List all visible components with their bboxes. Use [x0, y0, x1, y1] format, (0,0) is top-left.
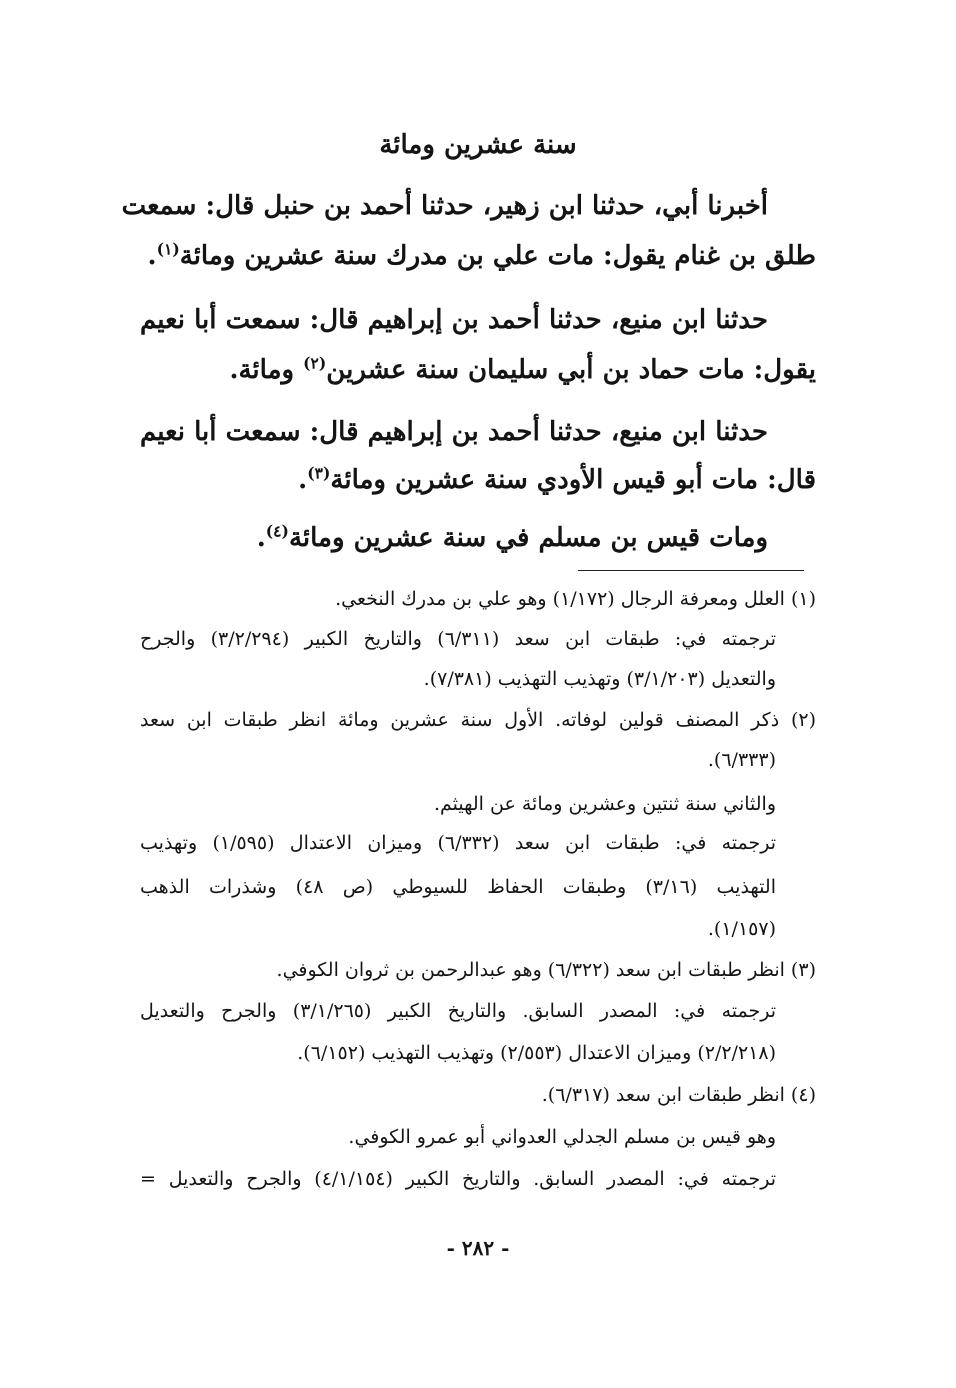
paragraph-3-line-2-text: قال: مات أبو قيس الأودي سنة عشرين ومائة: [330, 465, 816, 495]
section-title: سنة عشرين ومائة: [379, 130, 577, 160]
paragraph-3-end: .: [298, 465, 308, 495]
paragraph-1-end: .: [147, 241, 157, 271]
footnote-3-line-1: (٣) انظر طبقات ابن سعد (٦/٣٢٢) وهو عبدالرحمن بن ثروان الكوفي.: [276, 959, 816, 981]
paragraph-1-line-2: [140, 236, 816, 276]
footnote-ref-3: (٣): [307, 463, 331, 483]
paragraph-1-line-1: [121, 186, 816, 226]
paragraph-2-line-2b-text: ومائة.: [229, 355, 304, 385]
paragraph-4-line-1-text: ومات قيس بن مسلم في سنة عشرين ومائة: [288, 523, 768, 553]
paragraph-2-line-1-text: حدثنا ابن منيع، حدثنا أحمد بن إبراهيم قال: سمعت أبا نعيم: [140, 305, 768, 335]
footnote-1-line-1: (١) العلل ومعرفة الرجال (١/١٧٢) وهو علي بن مدرك النخعي.: [335, 588, 816, 610]
footnote-2-line-6: (١/١٥٧).: [707, 918, 776, 940]
footnote-2-line-3: والثاني سنة ثنتين وعشرين ومائة عن الهيثم.: [433, 793, 776, 815]
footnote-4-line-1: (٤) انظر طبقات ابن سعد (٦/٣١٧).: [541, 1084, 816, 1106]
page-number: - ٢٨٢ -: [446, 1236, 510, 1260]
footnote-ref-1: (١): [156, 239, 180, 259]
footnote-2-line-5: التهذيب (٣/١٦) وطبقات الحفاظ للسيوطي (ص ٤٨) وشذرات الذهب: [140, 876, 776, 898]
paragraph-3-line-1-text: حدثنا ابن منيع، حدثنا أحمد بن إبراهيم قال: سمعت أبا نعيم: [140, 417, 768, 447]
paragraph-4-end: .: [256, 523, 266, 553]
footnote-ref-2: (٢): [303, 353, 327, 373]
paragraph-1-line-1-text: أخبرنا أبي، حدثنا ابن زهير، حدثنا أحمد بن حنبل قال: سمعت: [121, 191, 768, 221]
footnote-ref-4: (٤): [265, 521, 289, 541]
footnote-separator: [578, 570, 804, 571]
paragraph-2-line-2a-text: يقول: مات حماد بن أبي سليمان سنة عشرين: [326, 355, 816, 385]
footnote-2-line-4: ترجمته في: طبقات ابن سعد (٦/٣٣٢) وميزان الاعتدال (١/٥٩٥) وتهذيب: [140, 832, 776, 854]
footnote-3-line-2: ترجمته في: المصدر السابق. والتاريخ الكبير (٣/١/٢٦٥) والجرح والتعديل: [140, 1000, 776, 1022]
paragraph-4-line-1: [140, 518, 816, 558]
footnote-4-line-2: وهو قيس بن مسلم الجدلي العدواني أبو عمرو الكوفي.: [348, 1126, 776, 1148]
footnote-4-line-3: ترجمته في: المصدر السابق. والتاريخ الكبير (٤/١/١٥٤) والجرح والتعديل =: [140, 1168, 776, 1190]
paragraph-1-line-2-text: طلق بن غنام يقول: مات علي بن مدرك سنة عشرين ومائة: [179, 241, 816, 271]
paragraph-2-line-1: [140, 300, 816, 340]
paragraph-3-line-2: [140, 460, 816, 500]
paragraph-2-line-2: [140, 350, 816, 390]
footnote-2-line-1: (٢) ذكر المصنف قولين لوفاته. الأول سنة عشرين ومائة انظر طبقات ابن سعد: [140, 709, 816, 731]
footnote-1-line-3: والتعديل (٣/١/٢٠٣) وتهذيب التهذيب (٧/٣٨١).: [423, 668, 776, 690]
footnote-3-line-3: (٢/٢/٢١٨) وميزان الاعتدال (٢/٥٥٣) وتهذيب التهذيب (٦/١٥٢).: [297, 1042, 776, 1064]
footnote-2-line-2: (٦/٣٣٣).: [707, 749, 776, 771]
paragraph-3-line-1: [140, 412, 816, 452]
footnote-1-line-2: ترجمته في: طبقات ابن سعد (٦/٣١١) والتاريخ الكبير (٣/٢/٢٩٤) والجرح: [140, 628, 776, 650]
